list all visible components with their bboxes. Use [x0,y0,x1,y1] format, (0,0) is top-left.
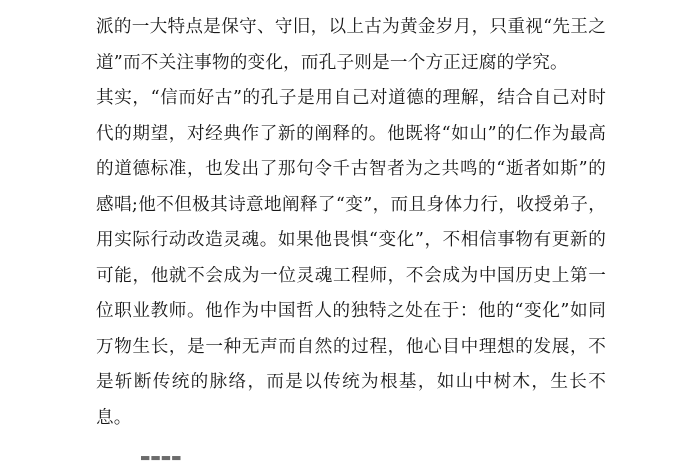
paragraph-2: 其实，“信而好古”的孔子是用自己对道德的理解，结合自己对时代的期望，对经典作了新的阐释的。他既将“如山”的仁作为最高的道德标准，也发出了那句令千古智者为之共鸣的“逝者如斯”的感唱;他不但极其诗意地阐释了“变”，而且身体力行，收授弟子，用实际行动改造灵魂。如果他畏惧“变化”，不相信事物有更新的可能，他就不会成为一位灵魂工程师，不会成为中国历史上第一位职业教师。他作为中国哲人的独特之处在于：他的“变化”如同万物生长，是一种无声而自然的过程，他心目中理想的发展，不是斩断传统的脉络，而是以传统为根基，如山中树木，生长不息。 [96,88,606,428]
paragraph-1: 派的一大特点是保守、守旧，以上古为黄金岁月，只重视“先王之道”而不关注事物的变化，而孔子则是一个方正迂腐的学究。 [96,17,606,73]
footer-mark: ▬▬▬▬ [140,452,182,461]
text-column [96,10,606,436]
